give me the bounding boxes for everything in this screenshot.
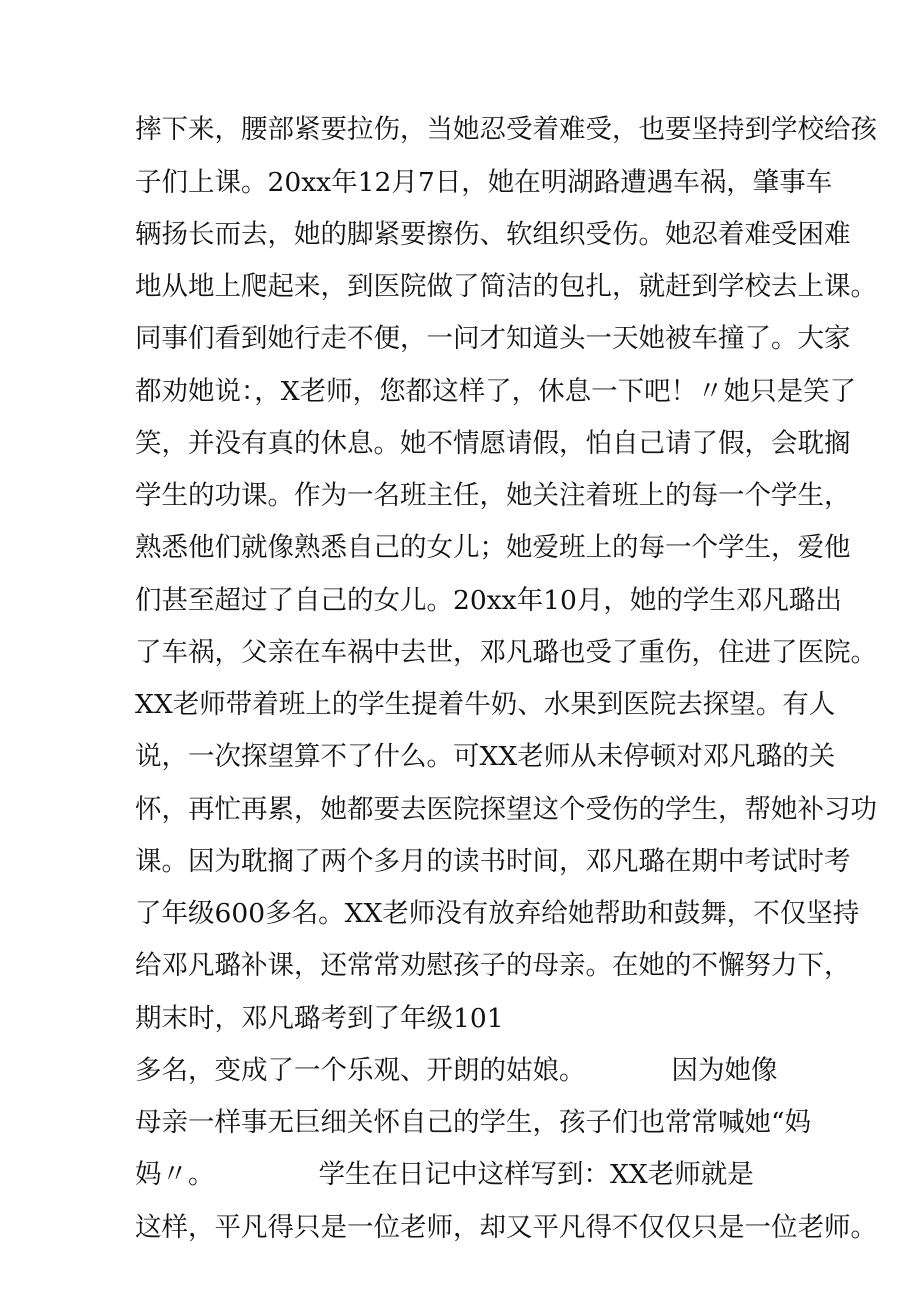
- text-line: [135, 1052, 895, 1090]
- text-segment: 学生在日记中这样写到：XX老师就是: [318, 1159, 754, 1190]
- text-line: 学生的功课。作为一名班主任，她关注着班上的每一个学生，: [135, 480, 851, 511]
- text-line: 都劝她说：，X老师，您都这样了，休息一下吧！〃她只是笑了: [135, 376, 857, 407]
- text-segment: 因为她像: [671, 1055, 778, 1086]
- text-segment: 妈〃。: [135, 1159, 215, 1190]
- text-line: 期末时，邓凡璐考到了年级101: [135, 1003, 504, 1034]
- text-line: 辆扬长而去，她的脚紧要擦伤、软组织受伤。她忍着难受困难: [135, 219, 851, 250]
- text-line: 笑，并没有真的休息。她不情愿请假，怕自己请了假，会耽搁: [135, 428, 851, 459]
- text-line: 子们上课。20xx年12月7日，她在明湖路遭遇车祸，肇事车: [135, 167, 833, 198]
- text-line: 们甚至超过了自己的女儿。20xx年10月，她的学生邓凡璐出: [135, 585, 842, 616]
- text-line: 地从地上爬起来，到医院做了简洁的包扎，就赶到学校去上课。: [135, 271, 877, 302]
- text-line: 摔下来，腰部紧要拉伤，当她忍受着难受，也要坚持到学校给孩: [135, 114, 877, 145]
- text-line: 怀，再忙再累，她都要去医院探望这个受伤的学生，帮她补习功: [135, 794, 877, 825]
- text-line: [135, 1156, 895, 1194]
- text-line: 了车祸，父亲在车祸中去世，邓凡璐也受了重伤，住进了医院。: [135, 637, 877, 668]
- text-line: 熟悉他们就像熟悉自己的女儿；她爱班上的每一个学生，爱他: [135, 532, 851, 563]
- text-line: 课。因为耽搁了两个多月的读书时间，邓凡璐在期中考试时考: [135, 846, 851, 877]
- text-line: 同事们看到她行走不便，一问才知道头一天她被车撞了。大家: [135, 323, 851, 354]
- text-line: 给邓凡璐补课，还常常劝慰孩子的母亲。在她的不懈努力下，: [135, 950, 851, 981]
- text-line: 这样，平凡得只是一位老师，却又平凡得不仅仅只是一位老师。: [135, 1212, 877, 1243]
- text-segment: 多名，变成了一个乐观、开朗的姑娘。: [135, 1055, 586, 1086]
- text-line: XX老师带着班上的学生提着牛奶、水果到医院去探望。有人: [135, 689, 836, 720]
- text-line: 母亲一样事无巨细关怀自己的学生，孩子们也常常喊她“妈: [135, 1107, 812, 1138]
- text-line: 说，一次探望算不了什么。可XX老师从未停顿对邓凡璐的关: [135, 741, 836, 772]
- text-line: 了年级600多名。XX老师没有放弃给她帮助和鼓舞，不仅坚持: [135, 898, 860, 929]
